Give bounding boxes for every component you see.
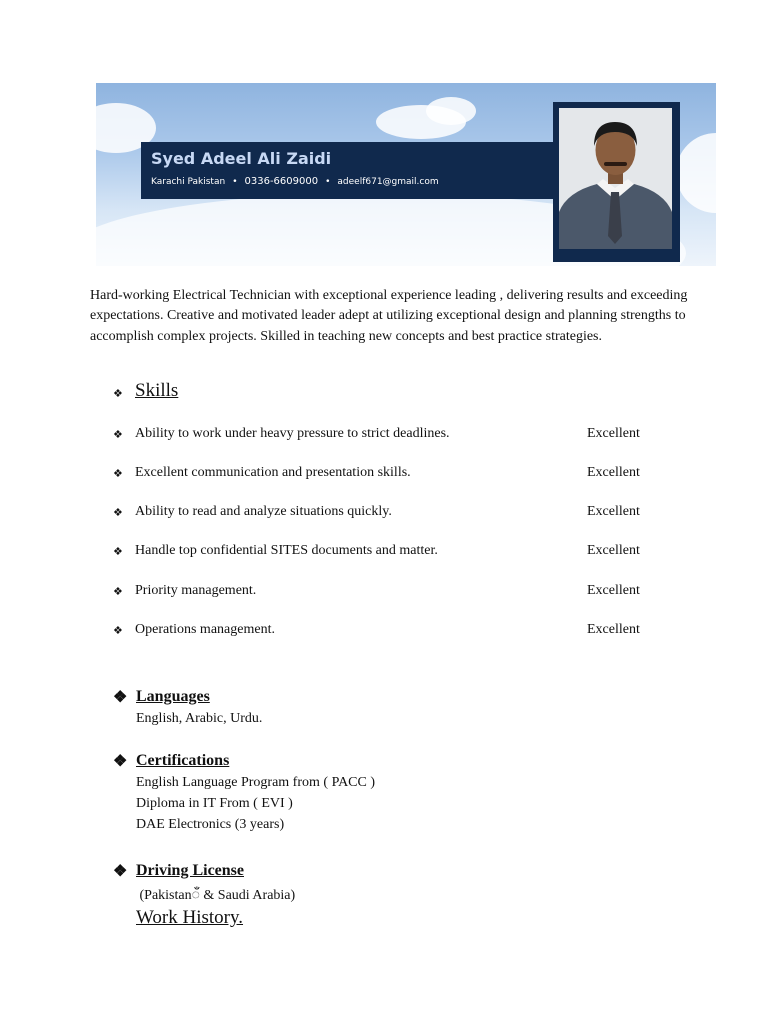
profile-summary: Hard-working Electrical Technician with exceptional experience leading , delivering results and exceeding expectations. Creative and motivated leader adept at utilizing exceptional design and planning strengths to accomplish complex projects. Skilled in teaching new concepts and best practice strategies. <box>90 288 688 344</box>
skill-item: Excellent communication and presentation skills. <box>135 465 411 480</box>
skill-item: Ability to work under heavy pressure to strict deadlines. <box>135 426 450 441</box>
cloud-decoration <box>426 97 476 125</box>
languages-heading: Languages <box>136 688 210 705</box>
languages-list: English, Arabic, Urdu. <box>136 711 263 726</box>
bullet-icon: ❖ <box>113 429 123 441</box>
name-bar <box>141 142 561 199</box>
certifications-heading: Certifications <box>136 752 230 769</box>
skill-rating: Excellent <box>587 426 640 441</box>
bullet-icon: ❖ <box>113 586 123 598</box>
skill-item: Operations management. <box>135 622 275 637</box>
applicant-name: Syed Adeel Ali Zaidi <box>151 149 332 168</box>
bullet-icon: ❖ <box>113 388 123 400</box>
bullet-icon: ❖ <box>113 753 128 770</box>
driving-license-value: (Pakistanँ & Saudi Arabia) <box>136 888 296 903</box>
contact-line <box>151 176 439 187</box>
certification-item: Diploma in IT From ( EVI ) <box>136 796 293 811</box>
skill-item: Priority management. <box>135 583 257 598</box>
bullet-icon: ❖ <box>113 863 128 880</box>
skill-rating: Excellent <box>587 504 640 519</box>
bullet-icon: ❖ <box>113 689 128 706</box>
skill-rating: Excellent <box>587 583 640 598</box>
certification-item: DAE Electronics (3 years) <box>136 817 285 832</box>
bullet-icon: ❖ <box>113 468 123 480</box>
skill-rating: Excellent <box>587 465 640 480</box>
skill-item: Ability to read and analyze situations quickly. <box>135 504 392 519</box>
location-text: Karachi Pakistan <box>151 177 226 187</box>
skills-heading: Skills <box>135 380 179 401</box>
bullet-icon: ❖ <box>113 507 123 519</box>
work-history-heading: Work History. <box>136 907 244 928</box>
skill-rating: Excellent <box>587 622 640 637</box>
email-text: adeelf671@gmail.com <box>337 177 439 187</box>
skill-item: Handle top confidential SITES documents and matter. <box>135 543 438 558</box>
cloud-decoration <box>676 133 716 213</box>
bullet-icon: ❖ <box>113 625 123 637</box>
separator: • <box>232 177 238 187</box>
phone-text: 0336-6609000 <box>244 176 319 187</box>
certification-item: English Language Program from ( PACC ) <box>136 775 376 790</box>
bullet-icon: ❖ <box>113 546 123 558</box>
profile-photo-frame <box>553 102 680 262</box>
driving-license-heading: Driving License <box>136 862 244 879</box>
skill-rating: Excellent <box>587 543 640 558</box>
header-banner <box>96 83 716 266</box>
profile-photo <box>559 108 672 249</box>
separator: • <box>325 177 331 187</box>
person-portrait-icon <box>559 108 672 249</box>
